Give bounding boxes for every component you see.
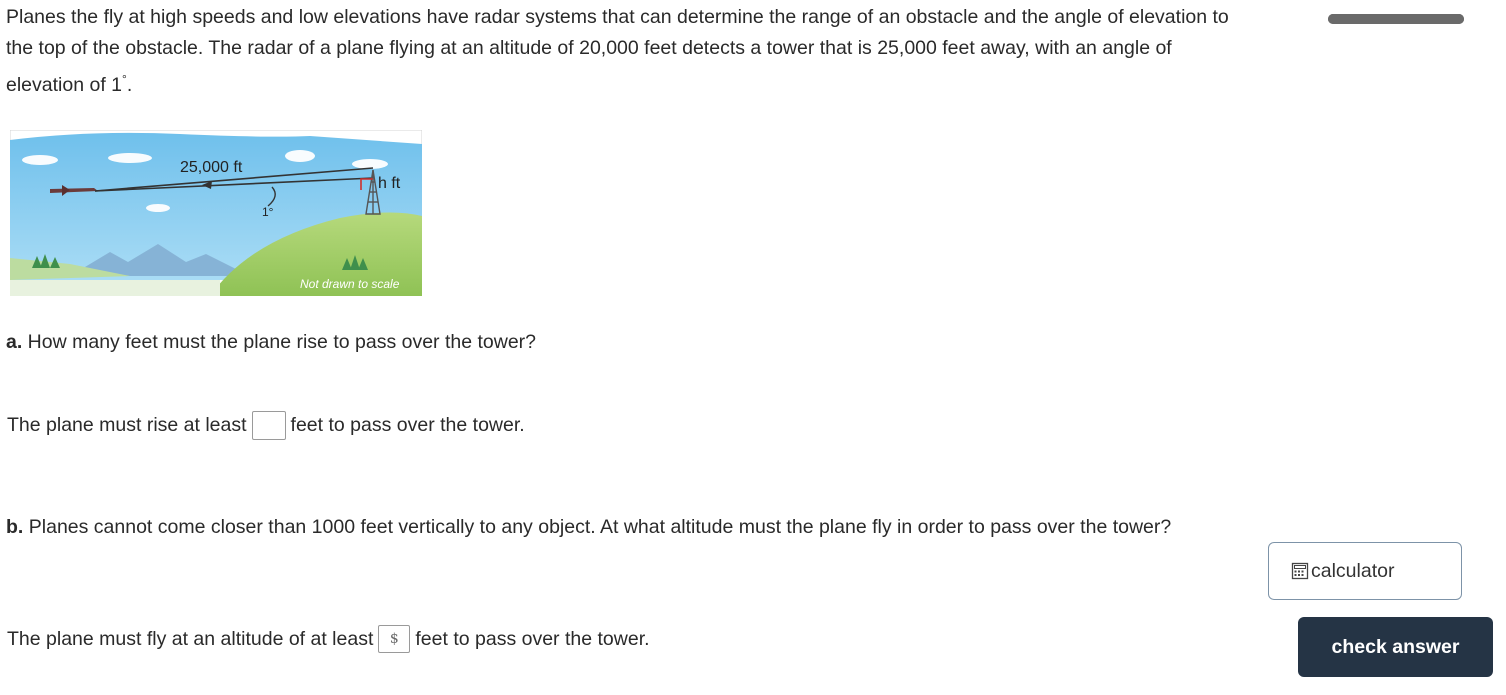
part-a-answer-input[interactable] xyxy=(252,411,286,440)
cloud xyxy=(22,155,58,165)
cloud xyxy=(146,204,170,212)
degree-symbol: ° xyxy=(122,72,127,86)
radar-diagram xyxy=(10,130,422,296)
calculator-button[interactable] xyxy=(1268,542,1462,600)
part-a-question xyxy=(6,328,536,357)
part-b-question xyxy=(6,513,1221,542)
progress-fill xyxy=(1328,14,1464,24)
part-b-answer-line xyxy=(7,625,650,653)
intro-text: Planes the fly at high speeds and low elevations have radar systems that can determine the range of an obstacle and the angle of elevation to the top of the obstacle. The radar of a plane flying at an altitude of 20,000 feet detects a tower that is 25,000 feet away, with an angle of elevation of 1 xyxy=(6,6,1229,96)
part-a-answer-after: feet to pass over the tower. xyxy=(290,414,525,436)
intro-end: . xyxy=(126,74,133,96)
part-a-prefix: a. xyxy=(6,331,23,353)
cloud xyxy=(285,150,315,162)
check-answer-button[interactable]: check answer xyxy=(1298,617,1493,677)
ground-strip xyxy=(10,280,220,296)
problem-intro xyxy=(6,2,1236,101)
part-b-prefix: b. xyxy=(6,516,24,538)
part-b-answer-after: feet to pass over the tower. xyxy=(415,627,650,650)
part-a-answer-line xyxy=(7,411,525,440)
part-a-answer-before: The plane must rise at least xyxy=(7,414,247,436)
calculator-icon xyxy=(1291,562,1309,580)
status-label xyxy=(1328,0,1464,1)
part-a-text: How many feet must the plane rise to pass over the tower? xyxy=(22,331,537,353)
cloud xyxy=(108,153,152,163)
height-label: h ft xyxy=(378,175,401,192)
distance-label: 25,000 ft xyxy=(180,159,243,176)
calculator-label: calculator xyxy=(1311,559,1395,582)
part-b-text: Planes cannot come closer than 1000 feet vertically to any object. At what altitude must the plane fly in order to pass over the tower? xyxy=(23,516,1172,538)
angle-label: 1° xyxy=(262,205,274,219)
progress-bar xyxy=(1328,14,1464,24)
part-b-answer-before: The plane must fly at an altitude of at least xyxy=(7,627,374,650)
part-b-answer-input[interactable]: $ xyxy=(378,625,410,653)
scale-note: Not drawn to scale xyxy=(300,277,400,291)
